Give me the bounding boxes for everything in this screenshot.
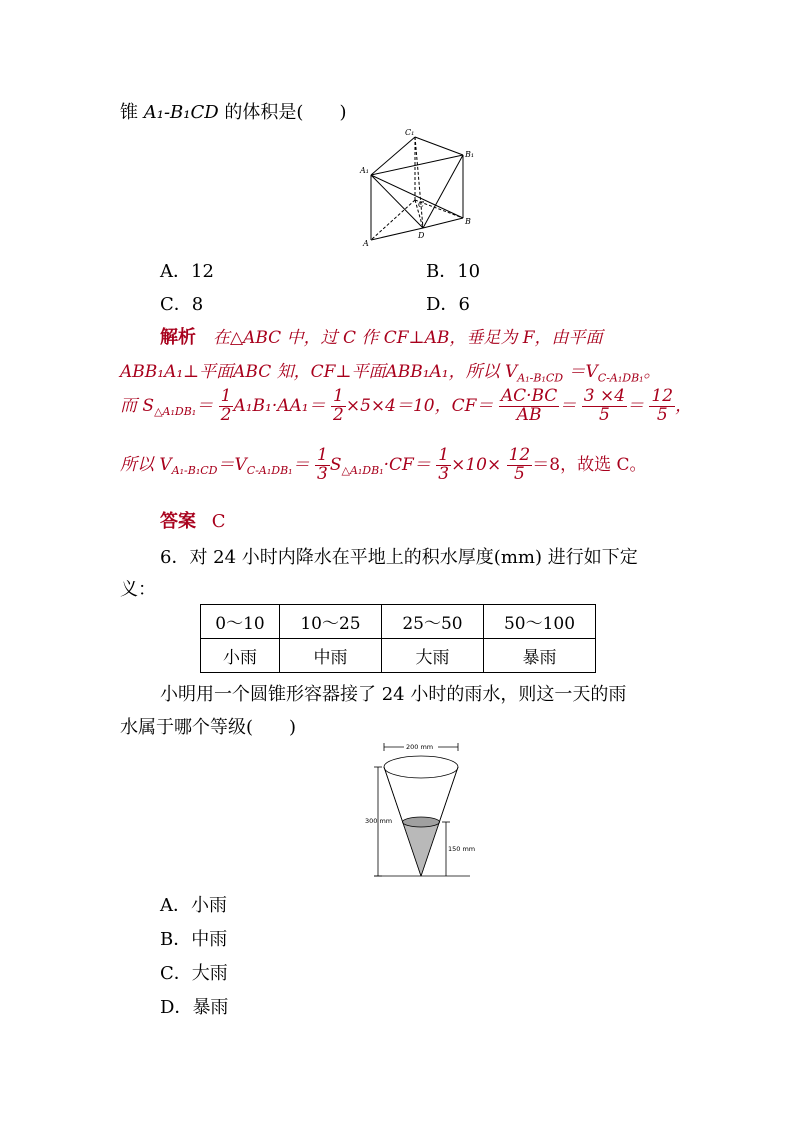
table-cell: 10～25 <box>280 605 382 639</box>
label-C: C <box>418 200 425 209</box>
answer-value: C <box>211 511 226 532</box>
label-D: D <box>418 231 425 240</box>
fraction-4: $\frac{3 \times 4}{5}$ <box>583 386 626 425</box>
label-top-diameter: 200 mm <box>406 743 434 751</box>
analysis-line-3: 而 $S_{\triangle A_1DB_1}=$ $\frac{1}{2}$ A₁B₁·AA₁＝ $\frac{1}{2}$ ×5×4＝10，CF＝ $\frac{AC\cdot BC}{AB}$ ＝ $\frac{3 \times 4}{5}$ ＝ $\frac{12}{5}$ ， <box>120 386 693 425</box>
label-A1: A₁ <box>360 166 369 175</box>
fraction-5: $\frac{12}{5}$ <box>651 386 674 425</box>
q5-option-c[interactable]: C．8 <box>160 294 204 315</box>
q6-line-1: 6．对 24 小时内降水在平地上的积水厚度(mm) 进行如下定 <box>160 547 638 568</box>
fraction-7: $\frac{1}{3}$ <box>438 445 450 484</box>
analysis-label: 解析 <box>160 327 196 348</box>
fraction-2: $\frac{1}{2}$ <box>333 386 344 425</box>
label-A: A <box>363 239 369 248</box>
q5-option-a[interactable]: A．12 <box>160 261 214 282</box>
table-cell: 暴雨 <box>484 639 596 673</box>
table-cell: 大雨 <box>382 639 484 673</box>
rain-grade-table <box>200 604 596 673</box>
analysis-line-4: 所以 $V_{A_1-B_1CD}=V_{C-A_1DB_1}=$ $\frac{1}{3}$ $S_{\triangle A_1DB_1}\cdot CF=$ $\frac{1}{3}$ ×10× $\frac{12}{5}$ ＝8，故选 C。 <box>120 445 647 484</box>
label-B1: B₁ <box>465 150 475 159</box>
table-cell: 小雨 <box>201 639 280 673</box>
table-cell: 25～50 <box>382 605 484 639</box>
q6-line-3: 小明用一个圆锥形容器接了 24 小时的雨水，则这一天的雨 <box>160 684 627 705</box>
table-cell: 0～10 <box>201 605 280 639</box>
fraction-3: $\frac{AC\cdot BC}{AB}$ <box>500 386 558 425</box>
fraction-6: $\frac{1}{3}$ <box>317 445 328 484</box>
q5-stem: 锥 A₁-B₁CD 的体积是( ) <box>120 102 347 123</box>
table-row <box>201 605 596 639</box>
q6-line-2: 义： <box>120 579 156 600</box>
fraction-1: $\frac{1}{2}$ <box>220 386 232 425</box>
label-B: B <box>465 217 471 226</box>
answer-line <box>160 507 226 533</box>
analysis-line-1: 解析 在△ABC 中，过 C 作 CF⊥AB，垂足为 F，由平面 <box>160 327 603 348</box>
answer-label: 答案 <box>160 511 196 532</box>
cone-figure <box>360 738 485 883</box>
table-row <box>201 639 596 673</box>
label-water-depth: 150 mm <box>448 845 476 853</box>
label-C1: C₁ <box>405 128 415 137</box>
q6-option-b[interactable]: B．中雨 <box>160 929 228 950</box>
table-cell: 50～100 <box>484 605 596 639</box>
label-height: 300 mm <box>365 817 393 825</box>
q6-line-4: 水属于哪个等级( ) <box>120 717 297 738</box>
q5-option-d[interactable]: D．6 <box>426 294 470 315</box>
q6-option-d[interactable]: D．暴雨 <box>160 997 229 1018</box>
table-cell: 中雨 <box>280 639 382 673</box>
q6-option-c[interactable]: C．大雨 <box>160 963 228 984</box>
q5-option-b[interactable]: B．10 <box>426 261 481 282</box>
analysis-line-2: ABB₁A₁⊥平面ABC 知，CF⊥平面ABB₁A₁，所以 $V_{A_1-B_1CD} =V_{C-A_1DB_1}$。 <box>120 362 661 385</box>
fraction-8: $\frac{12}{5}$ <box>508 445 531 484</box>
prism-figure <box>355 125 485 250</box>
q6-option-a[interactable]: A．小雨 <box>160 895 227 916</box>
